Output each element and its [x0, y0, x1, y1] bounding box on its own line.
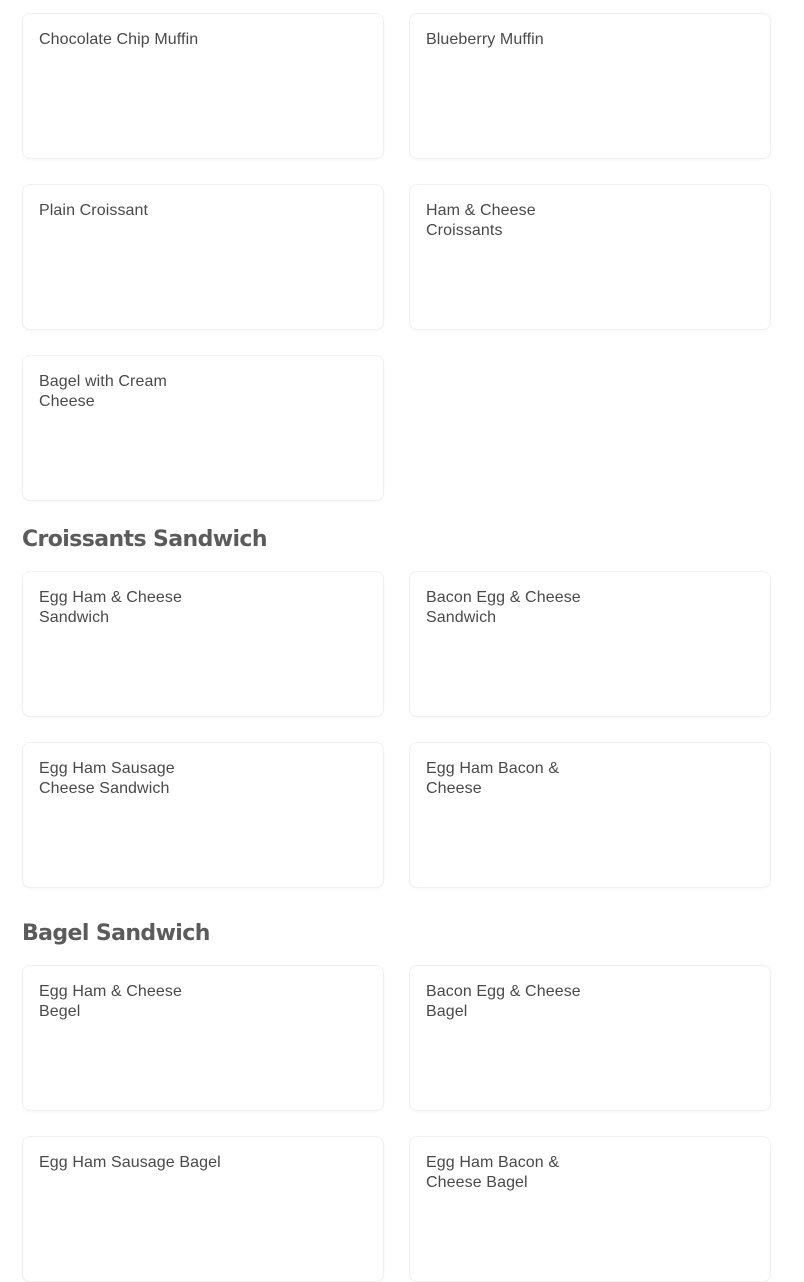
section-title-croissants-sandwich: Croissants Sandwich [22, 527, 267, 552]
menu-item-card[interactable] [22, 965, 384, 1111]
menu-grid-croissants-sandwich [22, 571, 771, 888]
menu-page [22, 13, 771, 1282]
menu-grid-pastries [22, 13, 771, 501]
menu-item-name: Egg Ham & Cheese Begel [39, 983, 183, 1020]
menu-item-name: Egg Ham & Cheese Sandwich [39, 589, 183, 626]
menu-item-name: Egg Ham Bacon & Cheese [426, 760, 560, 797]
menu-item-card[interactable] [409, 742, 771, 888]
menu-item-name: Plain Croissant [39, 202, 149, 219]
menu-item-card[interactable] [22, 571, 384, 717]
menu-item-card[interactable] [409, 965, 771, 1111]
menu-item-card[interactable] [22, 742, 384, 888]
menu-item-card[interactable] [409, 571, 771, 717]
menu-item-name: Bacon Egg & Cheese Bagel [426, 983, 581, 1020]
menu-item-name: Blueberry Muffin [426, 31, 544, 48]
menu-grid-bagel-sandwich [22, 965, 771, 1282]
menu-item-card[interactable] [22, 1136, 384, 1282]
menu-item-card[interactable] [22, 184, 384, 330]
menu-item-card[interactable] [409, 1136, 771, 1282]
menu-item-name: Egg Ham Sausage Cheese Sandwich [39, 760, 175, 797]
menu-item-name: Bacon Egg & Cheese Sandwich [426, 589, 581, 626]
menu-item-card[interactable] [22, 355, 384, 501]
section-title-bagel-sandwich: Bagel Sandwich [22, 921, 210, 946]
menu-item-card[interactable] [409, 184, 771, 330]
menu-item-name: Egg Ham Sausage Bagel [39, 1154, 221, 1171]
menu-item-card[interactable] [22, 13, 384, 159]
menu-item-name: Chocolate Chip Muffin [39, 31, 199, 48]
menu-item-name: Egg Ham Bacon & Cheese Bagel [426, 1154, 560, 1191]
menu-item-card[interactable] [409, 13, 771, 159]
menu-item-name: Bagel with Cream Cheese [39, 373, 167, 410]
menu-item-name: Ham & Cheese Croissants [426, 202, 536, 239]
